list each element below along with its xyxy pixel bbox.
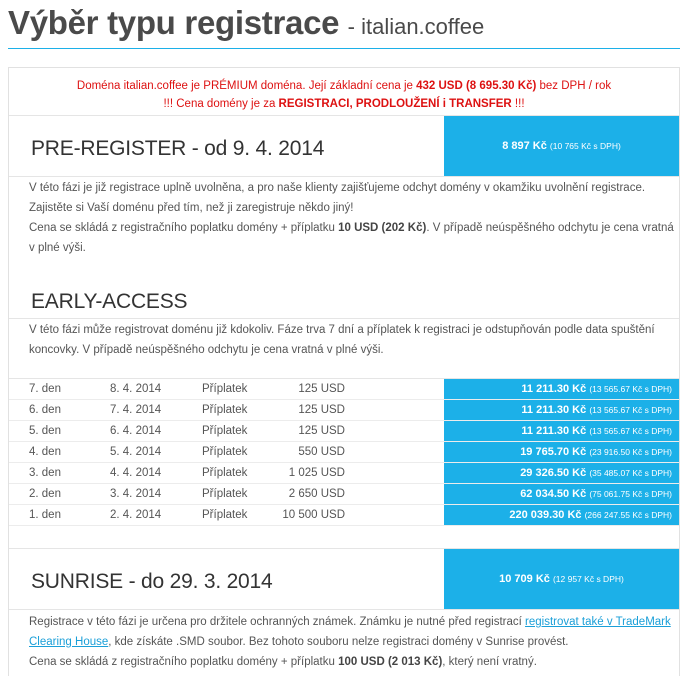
preregister-price: 8 897 Kč bbox=[502, 140, 547, 152]
early-access-description: V této fázi může registrovat doménu již kdokoliv. Fáze trva 7 dní a příplatek k registraci je odstupňován podle data spuštění koncovky. V případě neúspěšného odchytu je cena vratná v plné výši. bbox=[29, 324, 655, 356]
row-date: 4. 4. 2014 bbox=[110, 467, 162, 479]
row-price-button[interactable] bbox=[444, 505, 679, 525]
row-price-button[interactable] bbox=[444, 400, 679, 420]
table-row bbox=[9, 442, 679, 463]
premium-notice bbox=[9, 78, 679, 113]
row-day: 1. den bbox=[29, 509, 61, 521]
row-day: 6. den bbox=[29, 404, 61, 416]
sunrise-price-vat: (12 957 Kč s DPH) bbox=[552, 574, 624, 584]
row-day: 7. den bbox=[29, 383, 61, 395]
row-label: Příplatek bbox=[202, 488, 248, 500]
row-surcharge: 1 025 USD bbox=[288, 467, 345, 479]
row-price-button[interactable] bbox=[444, 379, 679, 399]
row-date: 7. 4. 2014 bbox=[110, 404, 162, 416]
row-price: 62 034.50 Kč bbox=[520, 488, 587, 500]
divider bbox=[9, 609, 679, 610]
row-day: 2. den bbox=[29, 488, 61, 500]
table-row bbox=[9, 379, 679, 400]
row-surcharge: 2 650 USD bbox=[288, 488, 345, 500]
row-price-vat: (75 061.75 Kč s DPH) bbox=[589, 489, 672, 499]
page-title-domain: - italian.coffee bbox=[347, 14, 485, 39]
premium-notice-line-2: !!! Cena domény je za REGISTRACI, PRODLOUŽENÍ i TRANSFER !!! bbox=[163, 97, 525, 110]
row-price: 11 211.30 Kč bbox=[521, 404, 587, 416]
preregister-price-vat: (10 765 Kč s DPH) bbox=[549, 141, 621, 151]
row-price-vat: (13 565.67 Kč s DPH) bbox=[589, 426, 672, 436]
sunrise-text-1: Registrace v této fázi je určena pro držitele ochranných známek. Známku je nutné před registrací registrovat také v TradeMark Clearing House, kde získáte .SMD soubor. Bez tohoto souboru nelze registraci domény v Sunrise provést. bbox=[29, 616, 671, 648]
row-date: 3. 4. 2014 bbox=[110, 488, 162, 500]
row-date: 6. 4. 2014 bbox=[110, 425, 162, 437]
table-row bbox=[9, 505, 679, 526]
sunrise-title: SUNRISE - do 29. 3. 2014 bbox=[31, 570, 273, 593]
preregister-text-2: Cena se skládá z registračního poplatku domény + příplatku 10 USD (202 Kč). V případě neúspěšného odchytu je cena vratná v plné výši. bbox=[29, 222, 674, 254]
sunrise-price: 10 709 Kč bbox=[499, 573, 550, 585]
preregister-title: PRE-REGISTER - od 9. 4. 2014 bbox=[31, 137, 325, 160]
row-price-vat: (23 916.50 Kč s DPH) bbox=[589, 447, 672, 457]
preregister-description bbox=[29, 178, 679, 258]
row-price-button[interactable] bbox=[444, 484, 679, 504]
row-date: 8. 4. 2014 bbox=[110, 383, 162, 395]
row-day: 4. den bbox=[29, 446, 61, 458]
row-price: 29 326.50 Kč bbox=[520, 467, 587, 479]
table-row bbox=[9, 484, 679, 505]
row-price-button[interactable] bbox=[444, 442, 679, 462]
table-row bbox=[9, 421, 679, 442]
row-label: Příplatek bbox=[202, 404, 248, 416]
divider bbox=[9, 176, 679, 177]
page-title-main: Výběr typu registrace bbox=[8, 4, 340, 41]
table-row bbox=[9, 400, 679, 421]
row-surcharge: 125 USD bbox=[298, 383, 345, 395]
table-row bbox=[9, 463, 679, 484]
row-price: 11 211.30 Kč bbox=[521, 425, 587, 437]
preregister-text-1: V této fázi je již registrace uplně uvolněna, a pro naše klienty zajišťujeme odchyt domény v okamžiku uvolnění registrace. Zajistěte si Vaší doménu před tím, než ji zaregistruje někdo jiný! bbox=[29, 182, 646, 214]
row-date: 2. 4. 2014 bbox=[110, 509, 162, 521]
row-day: 5. den bbox=[29, 425, 61, 437]
early-access-title: EARLY-ACCESS bbox=[31, 290, 188, 313]
row-price-vat: (35 485.07 Kč s DPH) bbox=[589, 468, 672, 478]
row-price: 220 039.30 Kč bbox=[509, 509, 582, 521]
row-price: 19 765.70 Kč bbox=[520, 446, 587, 458]
row-surcharge: 125 USD bbox=[298, 404, 345, 416]
sunrise-text-2: Cena se skládá z registračního poplatku domény + příplatku 100 USD (2 013 Kč), který není vratný. bbox=[29, 656, 537, 668]
row-label: Příplatek bbox=[202, 383, 248, 395]
row-price-vat: (13 565.67 Kč s DPH) bbox=[589, 384, 672, 394]
row-surcharge: 10 500 USD bbox=[282, 509, 345, 521]
row-date: 5. 4. 2014 bbox=[110, 446, 162, 458]
registration-panel bbox=[8, 67, 680, 676]
divider bbox=[9, 318, 679, 319]
row-day: 3. den bbox=[29, 467, 61, 479]
row-label: Příplatek bbox=[202, 425, 248, 437]
row-label: Příplatek bbox=[202, 446, 248, 458]
row-divider bbox=[9, 525, 679, 526]
row-price-vat: (266 247.55 Kč s DPH) bbox=[584, 510, 672, 520]
row-surcharge: 550 USD bbox=[298, 446, 345, 458]
page-title bbox=[8, 4, 484, 42]
title-divider bbox=[8, 48, 680, 49]
row-price-button[interactable] bbox=[444, 421, 679, 441]
row-price-vat: (13 565.67 Kč s DPH) bbox=[589, 405, 672, 415]
row-price: 11 211.30 Kč bbox=[521, 383, 587, 395]
row-label: Příplatek bbox=[202, 467, 248, 479]
premium-notice-line-1: Doména italian.coffee je PRÉMIUM doména. Její základní cena je 432 USD (8 695.30 Kč) bez DPH / rok bbox=[76, 80, 612, 92]
row-surcharge: 125 USD bbox=[298, 425, 345, 437]
tmch-link[interactable]: registrovat také v TradeMark Clearing House bbox=[29, 616, 671, 648]
sunrise-price-button[interactable] bbox=[444, 549, 679, 609]
preregister-price-button[interactable] bbox=[444, 116, 679, 176]
row-label: Příplatek bbox=[202, 509, 248, 521]
sunrise-description bbox=[29, 612, 679, 672]
row-price-button[interactable] bbox=[444, 463, 679, 483]
